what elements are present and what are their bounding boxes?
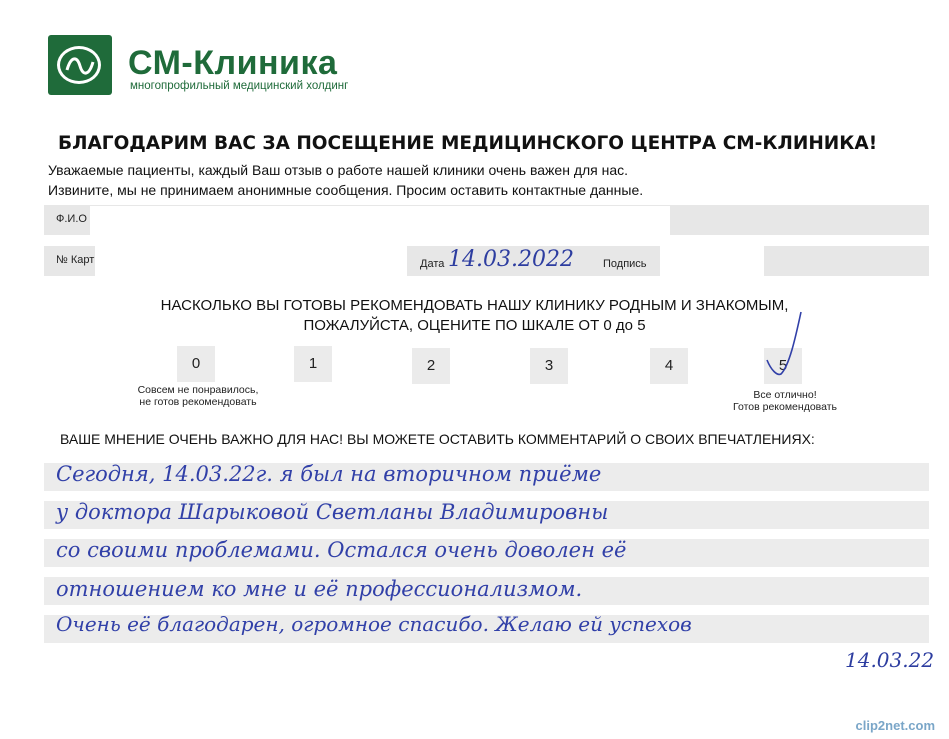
selected-score-checkmark	[757, 300, 817, 380]
redacted-name	[90, 206, 670, 246]
comment-prompt: ВАШЕ МНЕНИЕ ОЧЕНЬ ВАЖНО ДЛЯ НАС! ВЫ МОЖЕТЕ ОСТАВИТЬ КОММЕНТАРИЙ О СВОИХ ВПЕЧАТЛЕНИЯХ:	[60, 431, 815, 447]
redacted-signature	[660, 245, 764, 278]
high-caption-line-1: Все отлично!	[753, 389, 817, 401]
signature-label: Подпись	[603, 258, 647, 270]
form-title: БЛАГОДАРИМ ВАС ЗА ПОСЕЩЕНИЕ МЕДИЦИНСКОГО ЦЕНТРА СМ-КЛИНИКА!	[58, 133, 878, 154]
low-caption	[118, 384, 278, 408]
comment-text-line-1: Сегодня, 14.03.22г. я был на вторичном приёме	[56, 462, 602, 486]
score-1[interactable]: 1	[294, 346, 332, 382]
date-value: 14.03.2022	[448, 247, 574, 272]
question-line-2: ПОЖАЛУЙСТА, ОЦЕНИТЕ ПО ШКАЛЕ ОТ 0 до 5	[303, 317, 646, 334]
score-2[interactable]: 2	[412, 348, 450, 384]
low-caption-line-2: не готов рекомендовать	[139, 396, 257, 408]
date-label: Дата	[420, 258, 445, 270]
brand-name: СМ-Клиника	[128, 44, 338, 82]
card-label: № Карт	[56, 254, 95, 266]
brand-subtitle: многопрофильный медицинский холдинг	[130, 80, 349, 92]
high-caption	[705, 389, 865, 413]
comment-text-line-3: со своими проблемами. Остался очень доволен её	[56, 538, 627, 562]
comment-text-line-4: отношением ко мне и её профессионализмом.	[56, 577, 583, 601]
comment-text-line-5: Очень её благодарен, огромное спасибо. Желаю ей успехов	[56, 612, 692, 636]
question-line-1: НАСКОЛЬКО ВЫ ГОТОВЫ РЕКОМЕНДОВАТЬ НАШУ КЛИНИКУ РОДНЫМ И ЗНАКОМЫМ,	[160, 297, 789, 314]
score-4[interactable]: 4	[650, 348, 688, 384]
score-3[interactable]: 3	[530, 348, 568, 384]
intro-line-1: Уважаемые пациенты, каждый Ваш отзыв о работе нашей клиники очень важен для нас.	[48, 162, 629, 178]
comment-text-line-2: у доктора Шарыковой Светланы Владимировны	[56, 500, 609, 524]
score-5[interactable]: 5	[764, 348, 802, 384]
redacted-signoff	[770, 652, 850, 678]
watermark: clip2net.com	[855, 718, 935, 733]
low-caption-line-1: Совсем не понравилось,	[137, 384, 259, 396]
comment-signoff-date: 14.03.22	[845, 648, 935, 672]
fio-label: Ф.И.О	[56, 213, 87, 225]
intro-line-2: Извините, мы не принимаем анонимные сообщения. Просим оставить контактные данные.	[48, 182, 644, 198]
score-0[interactable]: 0	[177, 346, 215, 382]
redacted-card	[95, 245, 407, 276]
logo-wave-icon	[63, 52, 97, 80]
high-caption-line-2: Готов рекомендовать	[732, 401, 838, 413]
